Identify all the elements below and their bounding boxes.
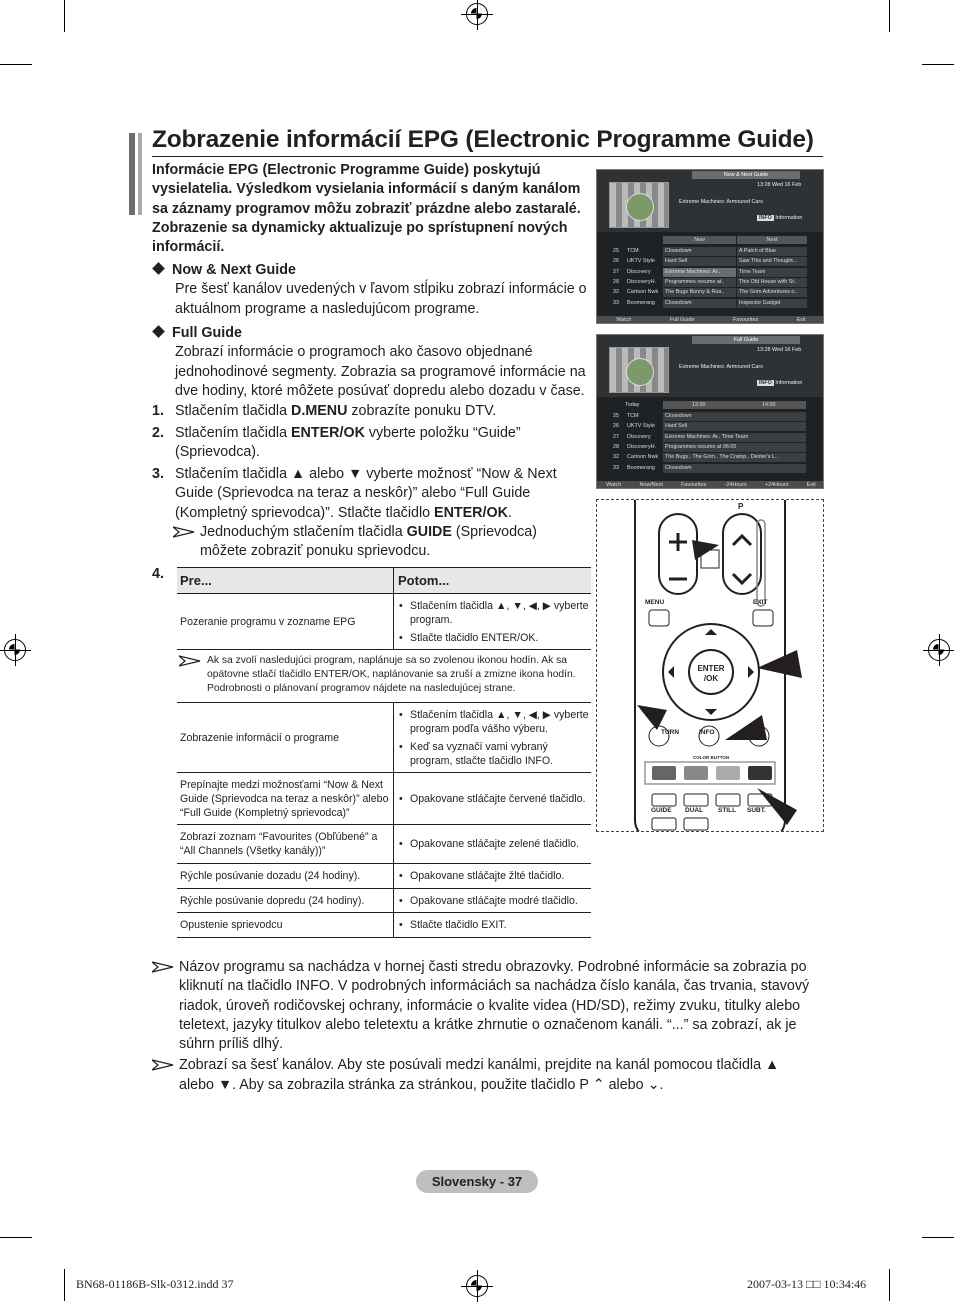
grid-cell-now: Closedown <box>663 299 736 308</box>
table-bullet: • Opakovane stláčajte modré tlačidlo. <box>398 894 589 908</box>
table-bullet: • Keď sa vyznačí vami vybraný program, stlačte tlačidlo INFO. <box>398 740 589 768</box>
table-note: Ak sa zvolí nasledujúci program, naplánuje sa so zvolenou ikonou hodín. Ak sa opätovne stlačí tlačidlo ENTER/OK, naplánovanie sa zruší a zmizne ikona hodín. Podrobnosti o plánovaní programov nájdete na nasledujúcej strane. <box>207 655 576 694</box>
table-row <box>177 594 591 650</box>
table-cell: Rýchle posúvanie dozadu (24 hodiny). <box>177 864 394 888</box>
grid-cell-now: The Bugs Bunny & Roa.. <box>663 288 736 297</box>
grid-cell-program: Hard Sell <box>663 422 806 431</box>
grid-channel-number: 26 <box>613 258 619 265</box>
grid-channel-name: DiscoveryH. <box>627 278 657 285</box>
grid-channel-name: UKTV Style <box>627 258 655 265</box>
grid-cell-next: The Grim Adventures o.. <box>737 288 807 297</box>
remote-label-exit: EXIT <box>753 599 768 606</box>
note-text: Zobrazí sa šesť kanálov. Aby ste posúvali medzi kanálmi, prejdite na kanál pomocou tlačidla ▲ alebo ▼. Aby sa zobrazila stránka za stránkou, použite tlačidlo P ⌃ alebo ⌄. <box>179 1057 780 1093</box>
grid-col-header: Next <box>737 236 807 244</box>
epg-now-next-screenshot <box>596 169 824 324</box>
grid-time-bar <box>663 401 806 409</box>
footer-label: Exit <box>796 317 806 323</box>
note-text: Jednoduchým stlačením tlačidla <box>200 524 407 540</box>
grid-channel-name: Discovery <box>627 433 651 440</box>
screen-program: Extreme Machines: Armoured Cars <box>679 199 763 205</box>
screen-info <box>757 380 802 386</box>
table-bullet: • Stlačte tlačidlo ENTER/OK. <box>398 631 589 645</box>
footer-label: Watch <box>606 482 622 488</box>
grid-channel-number: 32 <box>613 454 619 461</box>
screen-time: 13:28 Wed 16 Feb <box>757 182 802 188</box>
footer-label: -24Hours <box>724 482 747 488</box>
step-text: zobrazíte ponuku DTV. <box>347 403 497 419</box>
screen-header: Now & Next Guide <box>692 171 800 179</box>
step-text: vyberte položku “Guide” (Sprievodca). <box>175 425 521 461</box>
remote-label-menu: MENU <box>645 599 665 606</box>
step-text: Stlačením tlačidla <box>175 403 292 419</box>
note-arrow-icon <box>152 1058 174 1077</box>
grid-cell-next: This Old House with St.. <box>737 278 807 287</box>
section-body: Pre šesť kanálov uvedených v ľavom stĺpiku zobrazí informácie o aktuálnom programe a nasledujúcom programe. <box>175 281 587 317</box>
section-full-guide <box>152 324 587 401</box>
grid-channel-number: 28 <box>613 443 619 450</box>
table-cell: Pozeranie programu v zozname EPG <box>177 594 394 649</box>
bottom-notes <box>152 958 812 1095</box>
remote-label-enter: ENTER /OK <box>697 664 725 683</box>
note-text: (Sprievodca) môžete zobraziť ponuku sprievodcu. <box>200 524 537 560</box>
remote-label-guide: GUIDE <box>651 807 672 814</box>
grid-channel-number: 32 <box>613 289 619 296</box>
step-3 <box>152 465 587 523</box>
grid-channel-number: 27 <box>613 268 619 275</box>
section-heading: Full Guide <box>172 325 242 341</box>
footer-label: Favourites <box>681 482 707 488</box>
grid-channel-name: Cartoon Nwk <box>627 454 659 461</box>
grid-channel-number: 27 <box>613 433 619 440</box>
table-bullet: • Opakovane stláčajte žlté tlačidlo. <box>398 869 589 883</box>
note-arrow-icon <box>152 960 174 979</box>
table-bullet: • Stlačením tlačidla ▲, ▼, ◀, ▶ vyberte program. <box>398 599 589 627</box>
note-arrow-icon <box>179 654 207 696</box>
screen-footer <box>597 481 824 489</box>
epg-grid <box>597 397 824 481</box>
remote-label-dual: DUAL <box>685 807 704 814</box>
page-number-pill: Slovensky - 37 <box>416 1170 538 1193</box>
grid-cell-next: Saw This and Thought... <box>737 257 807 266</box>
registration-mark-icon <box>466 3 488 25</box>
step-number: 2. <box>152 425 164 441</box>
section-now-next <box>152 261 587 319</box>
note-item <box>152 958 812 1054</box>
title-rule <box>152 156 823 157</box>
page-title: Zobrazenie informácií EPG (Electronic Programme Guide) <box>152 126 814 153</box>
step-number: 4. <box>152 566 164 582</box>
step-number: 3. <box>152 466 164 482</box>
remote-label-p: P <box>738 502 744 511</box>
grid-channel-number: 25 <box>613 248 619 254</box>
grid-cell-program: The Bugs.. The Grim.. The Cramp.. Dexter's L.. <box>663 453 806 462</box>
step-number: 1. <box>152 403 164 419</box>
tv-preview-image <box>609 182 669 228</box>
registration-mark-icon <box>928 639 950 661</box>
grid-channel-number: 25 <box>613 413 619 419</box>
grid-cell-now: Programmes resume at.. <box>663 278 736 287</box>
grid-channel-number: 28 <box>613 278 619 285</box>
info-icon: INFO <box>759 380 772 386</box>
grid-cell-now: Extreme Machines: Ar.. <box>663 268 736 277</box>
table-bullet: • Opakovane stláčajte zelené tlačidlo. <box>398 837 589 851</box>
table-row <box>177 864 591 889</box>
table-cell: Rýchle posúvanie dopredu (24 hodiny). <box>177 889 394 912</box>
grid-cell-program: Closedown <box>663 412 806 421</box>
grid-channel-name: TCM <box>627 248 639 254</box>
table-header-cell: Potom... <box>398 572 450 588</box>
grid-cell-next: Time Team <box>737 268 807 277</box>
screen-info <box>757 215 802 221</box>
table-row <box>177 913 591 938</box>
step-key: ENTER/OK <box>291 425 365 441</box>
table-header <box>177 567 591 594</box>
table-cell: Opustenie sprievodcu <box>177 913 394 937</box>
grid-channel-number: 26 <box>613 423 619 430</box>
step-text: Stlačením tlačidla ▲ alebo ▼ vyberte možnosť “Now & Next Guide (Sprievodca na teraz a neskôr)” alebo “Full Guide (Kompletný sprievodca)”. Stlačte tlačidlo <box>175 466 557 521</box>
remote-label-color: COLOR BUTTON <box>693 755 730 760</box>
screen-time: 13:28 Wed 16 Feb <box>757 347 802 353</box>
info-icon: INFO <box>759 215 772 221</box>
epg-grid <box>597 232 824 316</box>
footer-filename: BN68-01186B-Slk-0312.indd 37 <box>76 1277 234 1291</box>
grid-cell-next: A Patch of Blue <box>737 247 807 256</box>
grid-channel-name: Discovery <box>627 268 651 275</box>
footer-label: Favourites <box>732 317 759 323</box>
grid-channel-name: UKTV Style <box>627 423 655 430</box>
footer-label: Watch <box>616 317 632 323</box>
grid-col-header: Today <box>625 402 640 408</box>
note-item <box>152 1056 812 1095</box>
footer-label: Full Guide <box>669 317 695 323</box>
table-header-cell: Pre... <box>177 568 394 593</box>
step-key: D.MENU <box>291 403 348 419</box>
grid-cell-now: Closedown <box>663 247 736 256</box>
footer-label: +24Hours <box>764 482 789 488</box>
section-heading: Now & Next Guide <box>172 262 296 278</box>
table-row <box>177 825 591 864</box>
screen-info-label: Information <box>775 380 803 386</box>
action-table <box>177 567 591 938</box>
footer-timestamp: 2007-03-13 □□ 10:34:46 <box>747 1277 867 1291</box>
tv-preview-image <box>609 347 669 393</box>
table-row <box>177 889 591 913</box>
grid-col-header: Now <box>663 236 736 244</box>
remote-label-turn: TURN <box>661 729 680 736</box>
section-body: Zobrazí informácie o programoch ako časovo objednané jednohodinové segmenty. Zobrazia sa programové informácie na dve hodiny, ktoré môžete posúvať dopredu alebo dozadu v čase. <box>175 344 586 399</box>
epg-full-guide-screenshot <box>596 334 824 489</box>
grid-cell-program: Closedown <box>663 464 806 473</box>
grid-channel-number: 33 <box>613 299 619 306</box>
table-row <box>177 703 591 773</box>
step-1 <box>152 402 587 421</box>
remote-label-subt: SUBT. <box>747 807 766 814</box>
diamond-bullet-icon <box>152 262 165 275</box>
table-note-row <box>177 650 591 703</box>
grid-cell-now: Hard Sell <box>663 257 736 266</box>
table-cell: Prepínajte medzi možnosťami “Now & Next Guide (Sprievodca na teraz a neskôr)” alebo “Full Guide (Kompletný sprievodca)” <box>177 773 394 824</box>
grid-col-header: 14:00 <box>762 402 776 408</box>
step-key: ENTER/OK <box>434 504 508 521</box>
screen-footer <box>597 316 824 324</box>
grid-channel-name: Boomerang <box>627 299 655 306</box>
registration-mark-icon <box>4 639 26 661</box>
screen-info-label: Information <box>775 215 803 221</box>
step-3-note <box>173 523 583 562</box>
table-bullet: • Opakovane stláčajte červené tlačidlo. <box>398 792 589 806</box>
intro-paragraph: Informácie EPG (Electronic Programme Guide) poskytujú vysielatelia. Výsledkom vysielania informácií s daným kanálom sa záznamy programov môžu zobraziť prázdne alebo zastaralé. Zobrazenie sa dynamicky aktualizuje po sprístupnení nových informácií. <box>152 162 581 256</box>
footer-label: Exit <box>806 482 816 488</box>
table-bullet: • Stlačením tlačidla ▲, ▼, ◀, ▶ vyberte program podľa vášho výberu. <box>398 708 589 736</box>
grid-channel-name: TCM <box>627 413 639 419</box>
grid-cell-program: Programmes resume at 06:00 <box>663 443 806 452</box>
screen-header: Full Guide <box>692 336 800 344</box>
diamond-bullet-icon <box>152 325 165 338</box>
screen-program: Extreme Machines: Armoured Cars <box>679 364 763 370</box>
table-cell: Zobrazí zoznam “Favourites (Obľúbené” a “All Channels (Všetky kanály))” <box>177 825 394 863</box>
step-text: Stlačením tlačidla <box>175 425 292 441</box>
title-accent-bar <box>138 133 142 215</box>
table-bullet: • Stlačte tlačidlo EXIT. <box>398 918 589 932</box>
grid-col-header: 13:00 <box>692 402 706 408</box>
note-arrow-icon <box>173 525 195 544</box>
note-text: Názov programu sa nachádza v hornej časti stredu obrazovky. Podrobné informácie sa zobrazia po kliknutí na tlačidlo INFO. V podrobných informáciách sa nachádza číslo kanála, čas trvania, stavový riadok, úroveň rodičovskej ochrany, informácie o kvalite videa (HD/SD), režimy zvuku, titulky alebo teletext, jazyky titulkov alebo teletextu a krátke zhrnutie o označenom kanáli. “...” sa zobrazí, ak je súhrn príliš dlhý. <box>179 959 810 1053</box>
step-text: . <box>507 504 512 521</box>
registration-mark-icon <box>466 1275 488 1297</box>
grid-channel-name: DiscoveryH. <box>627 443 657 450</box>
grid-channel-number: 33 <box>613 464 619 471</box>
remote-label-still: STILL <box>718 807 737 814</box>
table-cell: Zobrazenie informácií o programe <box>177 703 394 772</box>
remote-control-illustration <box>596 499 824 832</box>
footer-label: Now/Next <box>639 482 663 488</box>
grid-channel-name: Cartoon Nwk <box>627 289 659 296</box>
step-2 <box>152 424 587 463</box>
note-key: GUIDE <box>406 524 452 540</box>
remote-label-info: INFO <box>699 729 715 736</box>
title-accent-bar <box>129 133 135 215</box>
table-row <box>177 773 591 825</box>
grid-cell-program: Extreme Machines: Ar.. Time Team <box>663 433 806 442</box>
grid-channel-name: Boomerang <box>627 464 655 471</box>
grid-cell-next: Inspector Gadget <box>737 299 807 308</box>
